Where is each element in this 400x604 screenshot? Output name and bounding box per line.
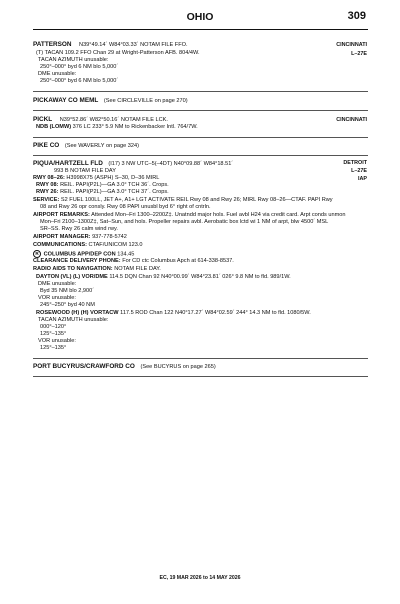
field-label: NDB (LOMW) [36, 124, 72, 130]
entry-name: PATTERSON [33, 41, 72, 48]
divider [33, 137, 368, 138]
remark-line: 125°–135° [40, 345, 67, 351]
entry-name: PICKAWAY CO MEML [33, 97, 99, 104]
entry-name: PIKE CO [33, 142, 60, 149]
cross-reference: (See BUCYRUS on page 265) [140, 364, 216, 370]
divider [33, 91, 368, 92]
field-value: H3998X75 (ASPH) S–30, D–36 MIRL [66, 175, 160, 181]
remark-line: 250°–000° byd 6 NM blo 5,000´ [40, 78, 119, 84]
remark-line: VOR unusable: [38, 295, 76, 301]
divider [33, 110, 368, 111]
navaid-value: 114.5 DQN Chan 92 N40°00.99´ W84°23.81´ 026° 9.8 NM to fld. 989/1W. [109, 274, 291, 280]
field-label: RADIO AIDS TO NAVIGATION: [33, 266, 113, 272]
remark-line: TACAN AZIMUTH unusable: [38, 317, 109, 323]
field-label: AIRPORT REMARKS: [33, 212, 90, 218]
field-value: REIL. PAPI(P2L)—GA 3.0° TCH 37´. Crops. [60, 189, 169, 195]
entry-name: PIQUA/HARTZELL FLD [33, 160, 103, 167]
field-value: CTAF/UNICOM 123.0 [88, 242, 143, 248]
field-continuation: Mon–Fri 2100–1300Z‡, Sat–Sun, and hols. Propeller repairs avbl. Aerobatic box lctd wi 1 NM of arpt, blw 4500´ MSL [40, 219, 329, 225]
page-number: 309 [347, 10, 366, 22]
region-label: DETROIT [343, 160, 367, 166]
divider [33, 358, 368, 359]
divider [33, 155, 368, 156]
remark-line: TACAN AZIMUTH unusable: [38, 57, 109, 63]
entry-pickaway [33, 97, 188, 105]
remark-line: 250°–000° byd 6 NM blo 5,000´ [40, 64, 119, 70]
field-value: 134.45 [117, 251, 135, 258]
field-label: RWY 08–26: [33, 175, 65, 181]
region-label: CINCINNATI [336, 117, 367, 123]
remark-line: Byd 35 NM blo 2,900´ [40, 288, 95, 294]
state-header: OHIO [186, 11, 214, 23]
field-value: 937-778-5742 [92, 234, 127, 240]
region-label: CINCINNATI [336, 42, 367, 48]
entry-coordinates: N39°49.14´ W84°03.33´ NOTAM FILE FFO. [79, 42, 188, 48]
field-value: For CD ctc Columbus Apch at 614-338-8537. [122, 258, 234, 264]
remark-line: DME unusable: [38, 281, 77, 287]
cross-reference: (See WAVERLY on page 324) [64, 143, 139, 149]
entry-name: PICKL [33, 116, 53, 123]
field-continuation: 08 and Rwy 26 opr consly. Rwy 08 PAPI unusbl byd 6° right of cntrln. [40, 204, 211, 210]
remark-line: 125°–135° [40, 331, 67, 337]
field-label: SERVICE: [33, 197, 60, 203]
field-label: COLUMBUS APP/DEP CON [43, 251, 116, 258]
navaid-line: (T) TACAN 109.2 FFO Chan 29 at Wright-Patterson AFB. 804/4W. [36, 50, 200, 56]
cross-reference: (See CIRCLEVILLE on page 270) [103, 98, 188, 104]
navaid-label: DAYTON (VL) (L) VOR/DME [36, 274, 108, 280]
field-value: NOTAM FILE DAY. [114, 266, 161, 272]
field-label: AIRPORT MANAGER: [33, 234, 91, 240]
remark-line: DME unusable: [38, 71, 77, 77]
field-label: COMMUNICATIONS: [33, 242, 87, 248]
entry-coordinates: N39°52.86´ W82°50.16´ NOTAM FILE LCK. [59, 117, 168, 123]
header-rule [33, 29, 368, 30]
remark-line: 245°–250° byd 40 NM [40, 302, 95, 308]
field-value: Attended Mon–Fri 1300–2200Z‡. Unatndd major hols. Fuel avbl H24 via credit card. Arpt conds unmon [91, 212, 346, 218]
navaid-value: 117.5 ROD Chan 122 N40°17.27´ W84°02.59´ 244° 14.3 NM to fld. 1080/5W. [120, 310, 311, 316]
chart-label: L–27E [351, 168, 367, 174]
remark-line: VOR unusable: [38, 338, 76, 344]
entry-location: (I17) 3 NW UTC–5(–4DT) N40°09.88´ W84°18.51´ [108, 161, 234, 167]
field-value: 376 LC 233° 5.9 NM to Rickenbacker Intl. 764/7W. [72, 124, 198, 130]
field-label: RWY 26: [36, 189, 59, 195]
remark-line: 000°–120° [40, 324, 67, 330]
entry-port-bucyrus [33, 363, 216, 371]
field-label: RWY 08: [36, 182, 59, 188]
field-value: S2 FUEL 100LL, JET A+, A1+ LGT ACTIVATE REIL Rwy 08 and Rwy 26; MIRL Rwy 08–26—CTAF. PAPI Rwy [60, 197, 333, 203]
effective-dates-footer: EC, 19 MAR 2026 to 14 MAY 2026 [159, 575, 241, 581]
chart-label-iap: IAP [358, 176, 367, 182]
field-continuation: SR–SS. Rwy 26 calm wind rwy. [40, 226, 118, 232]
chart-label: L–27E [351, 51, 367, 57]
radar-symbol: R [33, 250, 41, 258]
navaid-label: ROSEWOOD (H) (H) VORTACW [36, 310, 119, 316]
divider [33, 376, 368, 377]
entry-pike-co [33, 142, 139, 150]
entry-name: PORT BUCYRUS/CRAWFORD CO [33, 363, 135, 370]
field-label: CLEARANCE DELIVERY PHONE: [33, 258, 121, 264]
elevation-line: 993 B NOTAM FILE DAY [54, 168, 116, 174]
field-value: REIL. PAPI(P2L)—GA 3.0° TCH 36´. Crops. [60, 182, 169, 188]
